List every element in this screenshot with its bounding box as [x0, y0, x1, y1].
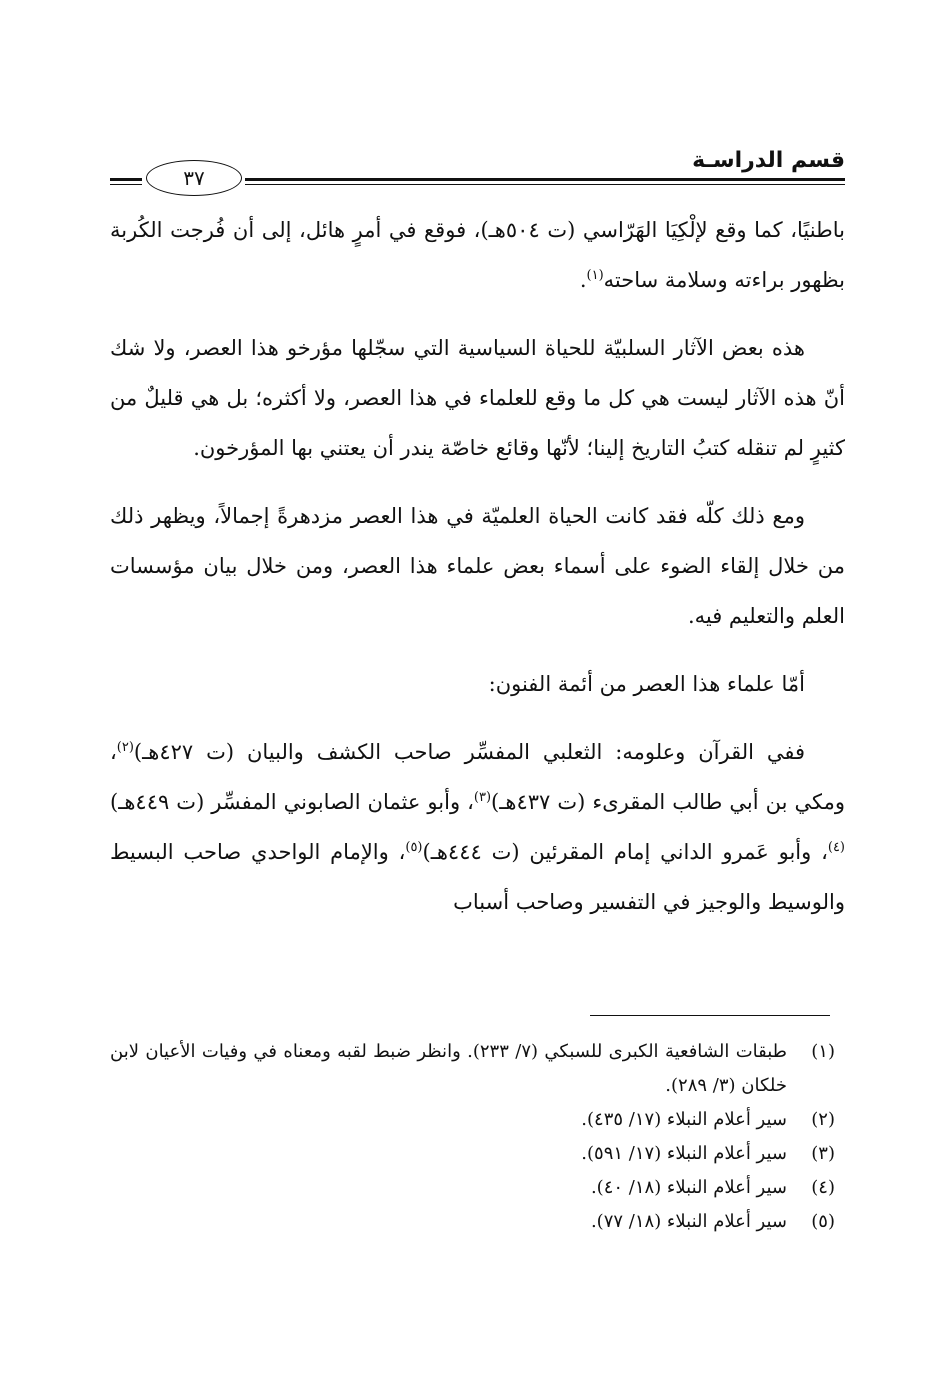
footnote-separator — [590, 1015, 830, 1016]
footnote-text: سير أعلام النبلاء (١٨/ ٤٠). — [590, 1177, 787, 1198]
footnote-number: (٤) — [811, 1177, 835, 1198]
footnote-number: (٢) — [811, 1109, 835, 1130]
paragraph-1-end: . — [579, 268, 587, 292]
paragraph-4: أمّا علماء هذا العصر من أئمة الفنون: — [488, 672, 805, 696]
header-rule-thick — [245, 178, 845, 181]
footnotes — [110, 1035, 835, 1239]
paragraph-5-segment-4: ، وأبو عَمرو الداني إمام المقرئين (ت ٤٤٤هـ) — [422, 840, 828, 864]
footnote-ref-2: (٢) — [116, 740, 134, 755]
paragraph-5-segment-1: ففي القرآن وعلومه: الثعلبي المفسِّر صاحب الكشف والبيان (ت ٤٢٧هـ) — [133, 740, 805, 764]
footnote-text: طبقات الشافعية الكبرى للسبكي (٧/ ٢٣٣). وانظر ضبط لقبه ومعناه في وفيات الأعيان لابن خلكان (٣/ ٢٨٩). — [110, 1041, 788, 1096]
footnote-number: (٣) — [811, 1143, 835, 1164]
header-rule-left-thin — [110, 184, 142, 185]
footnote-3 — [110, 1137, 835, 1171]
footnote-text: سير أعلام النبلاء (١٨/ ٧٧). — [590, 1211, 787, 1232]
footnote-5 — [110, 1205, 835, 1239]
main-text — [110, 205, 845, 945]
paragraph-1-text: باطنيًا، كما وقع لإلْكِيَا الهَرّاسي (ت ٥٠٤هـ)، فوقع في أمرٍ هائل، إلى أن فُرجت الكُربة بظهور براءته وسلامة ساحته — [110, 218, 846, 292]
footnote-2 — [110, 1103, 835, 1137]
footnote-ref-4: (٤) — [827, 840, 845, 855]
section-title: قسم الدراسـة — [692, 148, 845, 173]
paragraph-5-segment-2: ، ومكي بن أبي طالب المقرىء (ت ٤٣٧هـ) — [110, 740, 845, 814]
footnote-ref-3: (٣) — [473, 790, 492, 805]
paragraph-5-segment-5: ، والإمام الواحدي صاحب البسيط والوسيط والوجيز في التفسير وصاحب أسباب — [110, 840, 845, 914]
paragraph-5-segment-3: ، وأبو عثمان الصابوني المفسِّر (ت ٤٤٩هـ) — [110, 790, 474, 814]
footnote-4 — [110, 1171, 835, 1205]
page-number: ٣٧ — [146, 160, 242, 196]
header-rule-left-thick — [110, 178, 142, 181]
paragraph-3: ومع ذلك كلّه فقد كانت الحياة العلميّة في هذا العصر مزدهرةً إجمالاً، ويظهر ذلك من خلال إلقاء الضوء على أسماء بعض علماء هذا العصر، ومن خلال بيان مؤسسات العلم والتعليم فيه. — [110, 504, 845, 628]
paragraph-5 — [110, 727, 845, 927]
footnote-ref-5: (٥) — [405, 840, 423, 855]
paragraph-1 — [110, 205, 845, 305]
footnote-ref-1: (١) — [586, 268, 604, 283]
footnote-number: (١) — [811, 1041, 835, 1062]
footnote-text: سير أعلام النبلاء (١٧/ ٥٩١). — [581, 1143, 787, 1164]
page-header — [110, 148, 845, 198]
footnote-text: سير أعلام النبلاء (١٧/ ٤٣٥). — [581, 1109, 787, 1130]
footnote-1 — [110, 1035, 835, 1103]
footnote-number: (٥) — [811, 1211, 835, 1232]
paragraph-2: هذه بعض الآثار السلبيّة للحياة السياسية التي سجّلها مؤرخو هذا العصر، ولا شك أنّ هذه الآثار ليست هي كل ما وقع للعلماء في هذا العصر، ولا أكثره؛ بل هي قليلٌ من كثيرٍ لم تنقله كتبُ التاريخ إلينا؛ لأنّها وقائع خاصّة يندر أن يعتني بها المؤرخون. — [110, 336, 845, 460]
header-rule-thin — [245, 184, 845, 185]
